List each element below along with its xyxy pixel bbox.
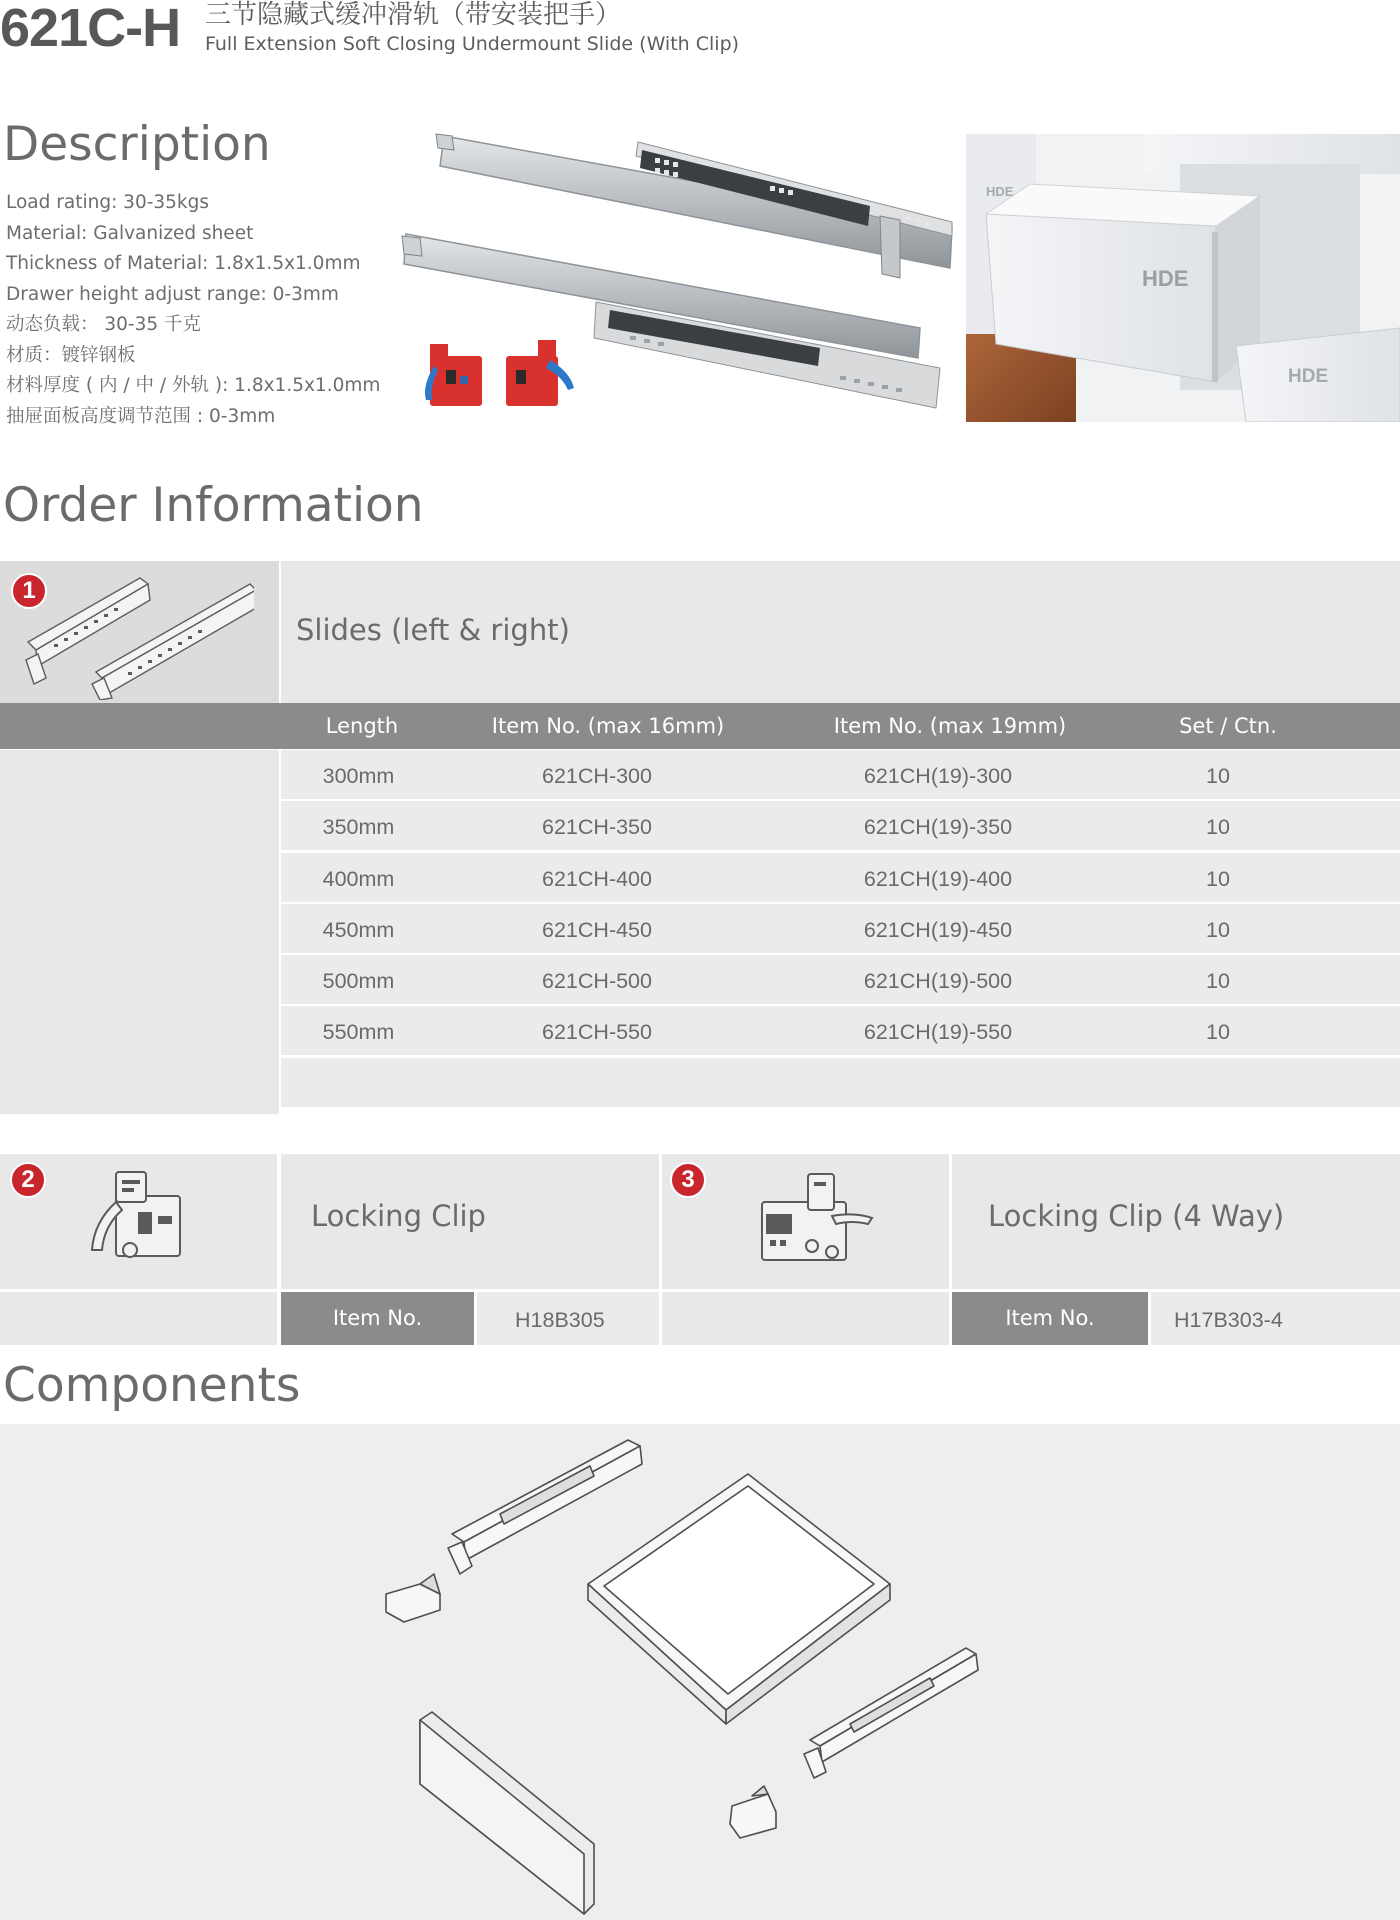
item-no-value: H18B305 bbox=[477, 1292, 659, 1345]
item-number-badge: 1 bbox=[11, 573, 47, 609]
cell-item-16mm: 621CH-450 bbox=[542, 917, 652, 942]
cell-item-19mm: 621CH(19)-450 bbox=[863, 917, 1013, 942]
cell-set-ctn: 10 bbox=[1206, 866, 1230, 891]
column-header-set-ctn: Set / Ctn. bbox=[1179, 714, 1277, 738]
table-row-empty bbox=[281, 1058, 1400, 1107]
item-row-filler bbox=[662, 1292, 949, 1345]
cell-length: 400mm bbox=[322, 866, 395, 891]
spec-item: 抽屉面板高度调节范围 : 0-3mm bbox=[6, 405, 276, 427]
cell-item-16mm: 621CH-500 bbox=[542, 969, 652, 994]
locking-clip-title: Locking Clip bbox=[311, 1199, 486, 1233]
spec-item: Drawer height adjust range: 0-3mm bbox=[6, 283, 339, 305]
cell-set-ctn: 10 bbox=[1206, 1020, 1230, 1045]
locking-clip-4way-icon bbox=[756, 1168, 874, 1264]
clip-right-drawing bbox=[730, 1786, 776, 1838]
table-row bbox=[281, 955, 1400, 1004]
cell-length: 500mm bbox=[322, 969, 395, 994]
cell-set-ctn: 10 bbox=[1206, 764, 1230, 788]
drawer-installation-photo bbox=[966, 134, 1400, 422]
cell-set-ctn: 10 bbox=[1206, 969, 1230, 994]
table-row bbox=[281, 853, 1400, 902]
slides-left-filler bbox=[0, 750, 279, 1114]
spec-item: 材质：镀锌钢板 bbox=[6, 344, 136, 366]
clip-left-drawing bbox=[386, 1574, 440, 1622]
drawer-front-panel-drawing bbox=[420, 1712, 594, 1914]
table-row bbox=[281, 801, 1400, 850]
item-no-label: Item No. bbox=[281, 1292, 474, 1345]
spec-list bbox=[6, 188, 380, 432]
cell-item-19mm: 621CH(19)-350 bbox=[863, 815, 1013, 840]
table-header-row bbox=[0, 703, 1400, 749]
product-title-english: Full Extension Soft Closing Undermount Slide (With Clip) bbox=[205, 33, 740, 55]
cell-item-16mm: 621CH-300 bbox=[542, 764, 652, 788]
item-no-label: Item No. bbox=[952, 1292, 1148, 1345]
item-number-badge: 3 bbox=[670, 1162, 706, 1198]
cell-length: 450mm bbox=[322, 917, 395, 942]
red-locking-clips-photo bbox=[420, 336, 580, 412]
cell-item-16mm: 621CH-400 bbox=[542, 866, 652, 891]
cell-item-19mm: 621CH(19)-550 bbox=[863, 1020, 1013, 1045]
locking-clip-4way-title: Locking Clip (4 Way) bbox=[988, 1199, 1285, 1233]
cell-length: 550mm bbox=[322, 1020, 395, 1045]
product-title-chinese: 三节隐藏式缓冲滑轨（带安装把手） bbox=[205, 0, 622, 30]
slides-line-drawing-icon bbox=[24, 570, 254, 700]
table-row bbox=[281, 904, 1400, 953]
lower-drawer-brand-mark: HDE bbox=[1288, 366, 1329, 387]
item-row-filler bbox=[0, 1292, 277, 1345]
components-diagram-area bbox=[0, 1424, 1400, 1920]
spec-item: Thickness of Material: 1.8x1.5x1.0mm bbox=[6, 253, 361, 274]
locking-clip-icon bbox=[86, 1168, 186, 1264]
model-number: 621C-H bbox=[0, 0, 181, 58]
drawer-brand-mark: HDE bbox=[1142, 266, 1189, 291]
spec-item: Load rating: 30-35kgs bbox=[6, 192, 210, 213]
cell-item-19mm: 621CH(19)-400 bbox=[863, 866, 1013, 891]
spec-item: 动态负载： 30-35 千克 bbox=[6, 314, 202, 335]
cell-length: 300mm bbox=[322, 764, 395, 788]
slides-title: Slides (left & right) bbox=[296, 613, 570, 647]
cell-item-16mm: 621CH-350 bbox=[542, 815, 652, 840]
spec-item: 材料厚度 ( 内 / 中 / 外轨 ): 1.8x1.5x1.0mm bbox=[6, 375, 381, 396]
cell-item-19mm: 621CH(19)-300 bbox=[863, 764, 1013, 788]
item-no-value: H17B303-4 bbox=[1151, 1292, 1400, 1345]
column-header-length: Length bbox=[325, 714, 399, 738]
slide-left-drawing bbox=[448, 1440, 642, 1574]
spec-item: Material: Galvanized sheet bbox=[6, 222, 254, 244]
cell-length: 350mm bbox=[322, 815, 395, 840]
column-header-item-16mm: Item No. (max 16mm) bbox=[491, 714, 725, 738]
slide-right-drawing bbox=[804, 1648, 978, 1778]
components-heading: Components bbox=[3, 1358, 301, 1413]
cell-set-ctn: 10 bbox=[1206, 917, 1230, 942]
table-row bbox=[281, 750, 1400, 799]
drawer-box-drawing bbox=[588, 1474, 890, 1724]
column-header-item-19mm: Item No. (max 19mm) bbox=[833, 714, 1067, 738]
cell-item-19mm: 621CH(19)-500 bbox=[863, 969, 1013, 994]
cabinet-brand-mark: HDE bbox=[986, 184, 1014, 199]
cell-item-16mm: 621CH-550 bbox=[542, 1020, 652, 1045]
table-row bbox=[281, 1006, 1400, 1055]
slides-table-body bbox=[281, 750, 1400, 1109]
item-number-badge: 2 bbox=[10, 1162, 46, 1198]
components-exploded-diagram bbox=[0, 1424, 1400, 1920]
order-information-heading: Order Information bbox=[3, 478, 424, 533]
description-heading: Description bbox=[3, 117, 271, 172]
cell-set-ctn: 10 bbox=[1206, 815, 1230, 840]
